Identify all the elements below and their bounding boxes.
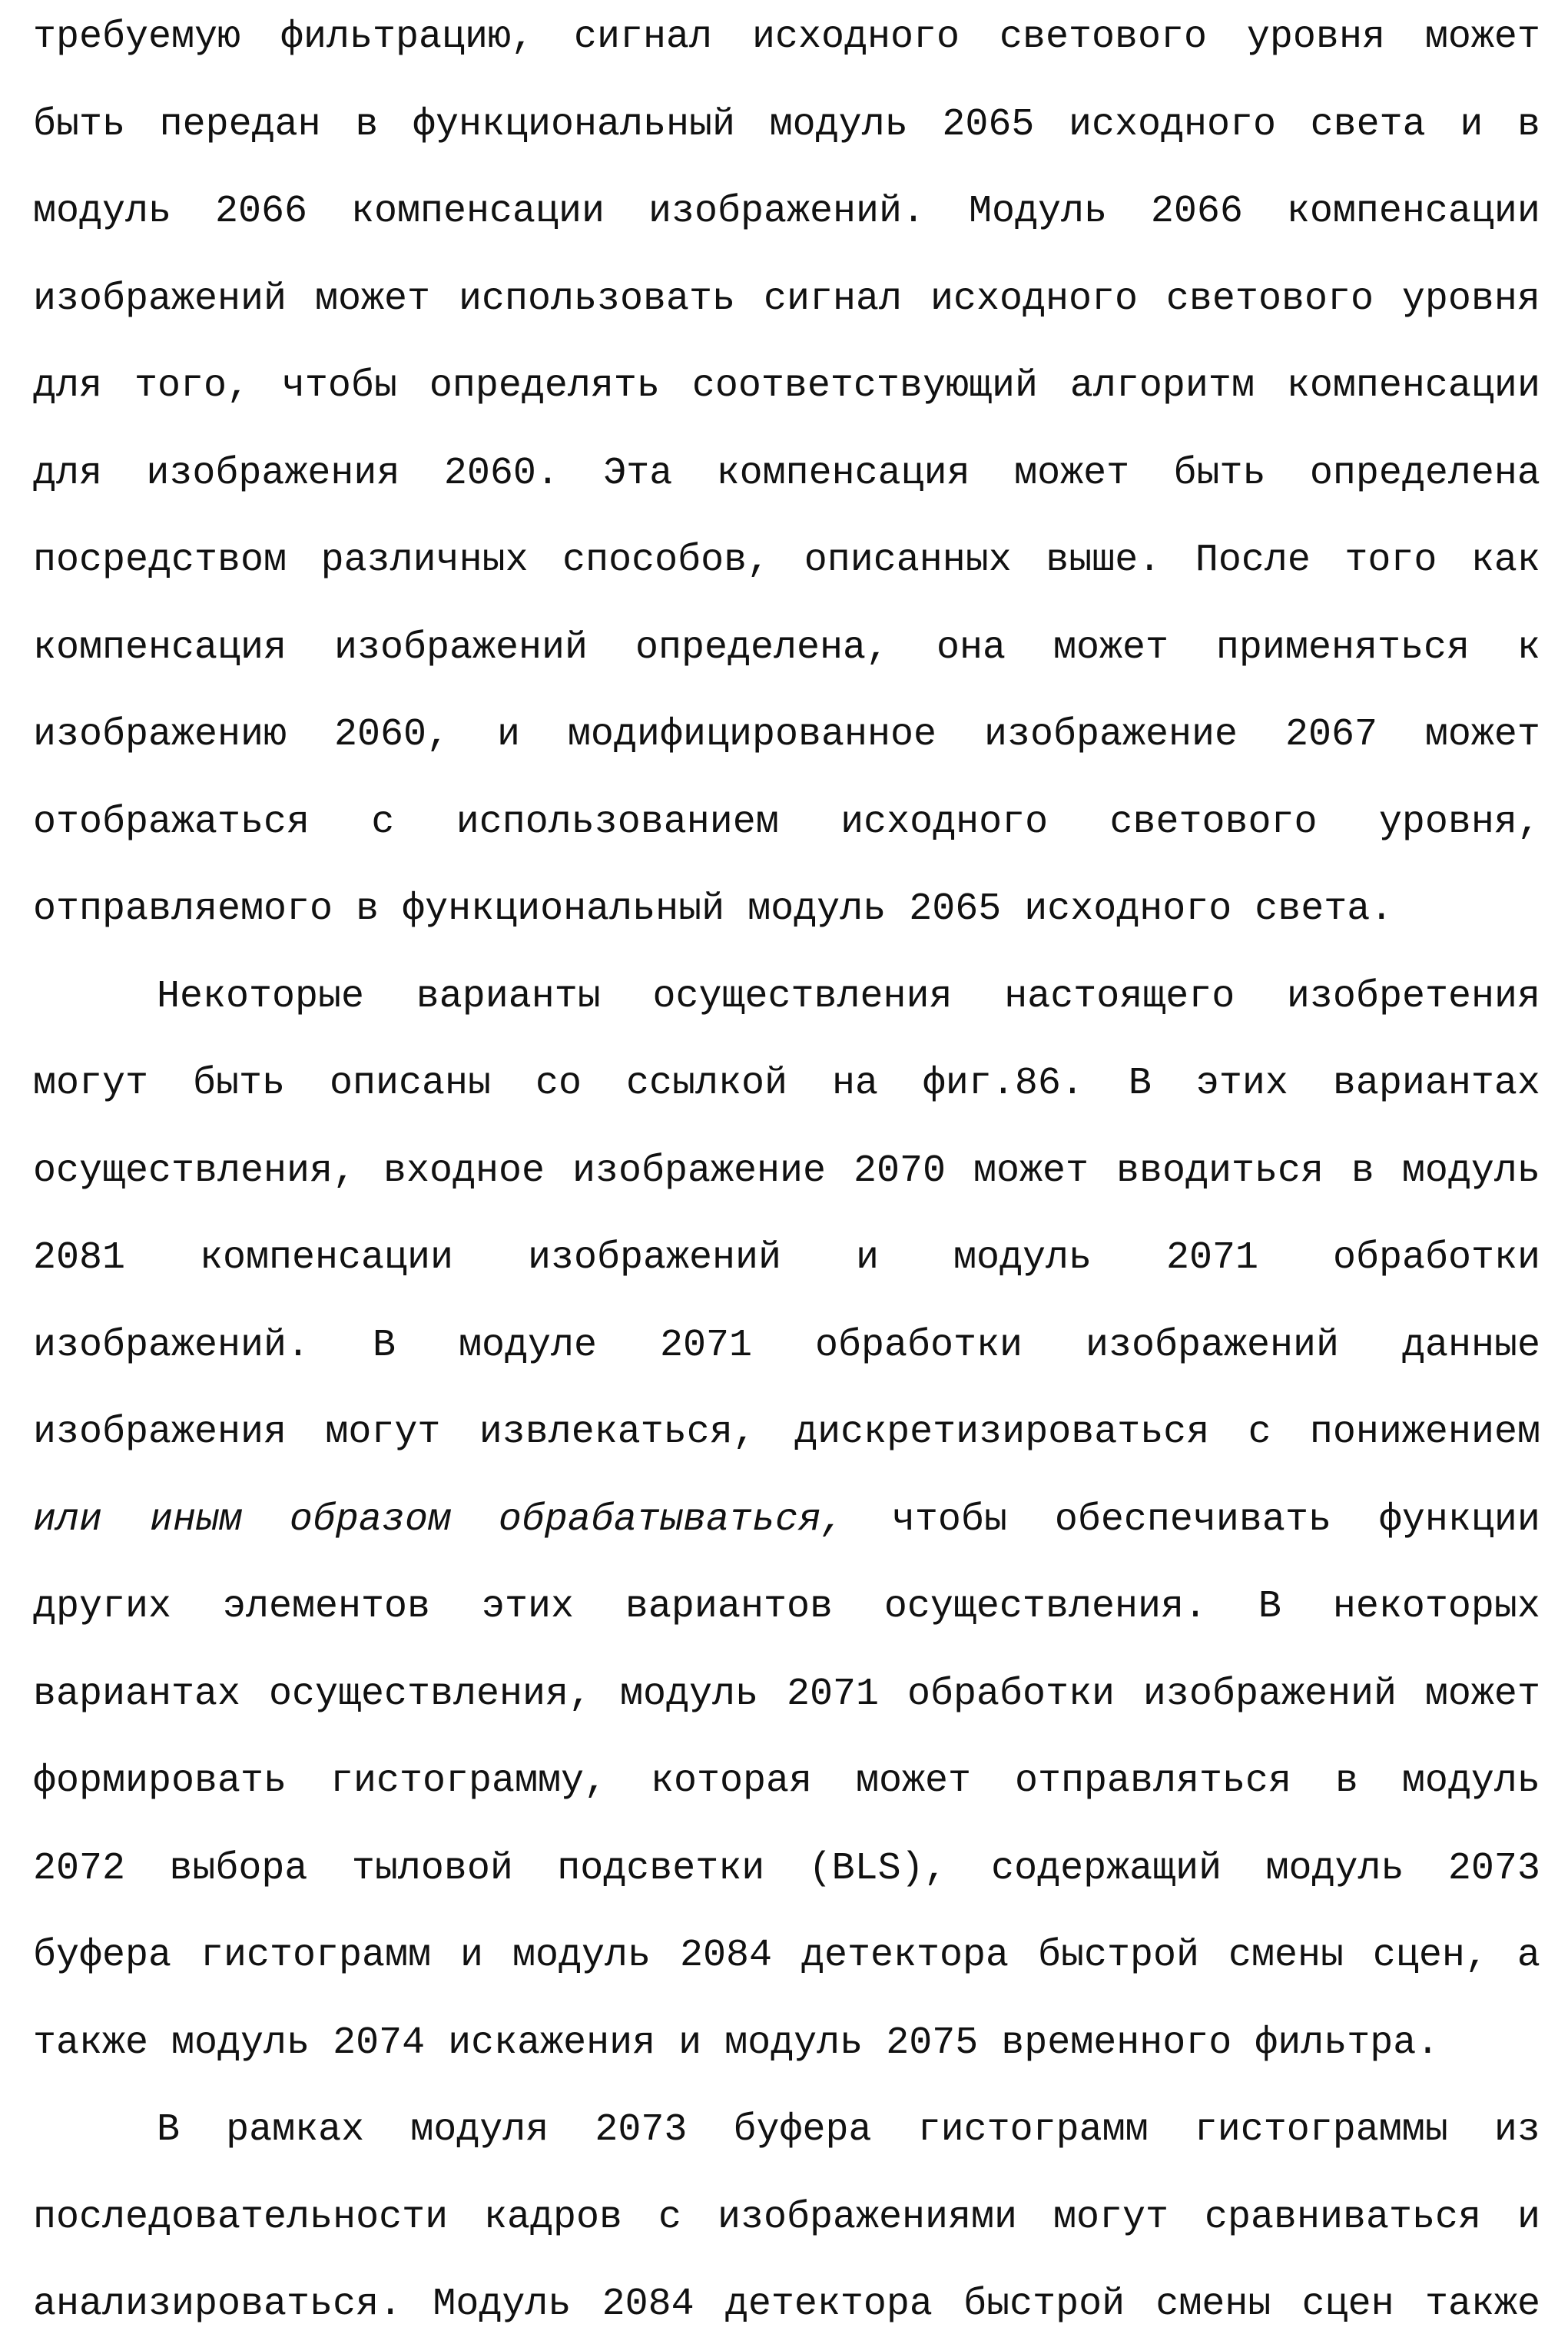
word: в: [355, 102, 379, 147]
word: дискретизироваться: [794, 1411, 1210, 1454]
word: она: [936, 625, 1006, 670]
word: гистограмм: [917, 2108, 1149, 2152]
word: как: [1470, 539, 1540, 582]
word: исходного: [930, 277, 1138, 321]
text-line: [33, 800, 1540, 846]
word: с: [371, 800, 395, 844]
word: смены: [1228, 1934, 1344, 1978]
word: 2073: [1447, 1846, 1540, 1891]
word: алгоритм: [1069, 364, 1255, 408]
word: исходного: [840, 800, 1049, 844]
word: могут: [33, 1062, 149, 1106]
text-line: [33, 277, 1540, 323]
word: 2066: [1150, 190, 1243, 234]
word: детектора: [724, 2283, 933, 2326]
word: требуемую: [33, 15, 241, 59]
word: может: [315, 277, 431, 321]
text-line: [33, 1149, 1540, 1195]
text-line: [33, 1235, 1540, 1281]
word: и: [460, 1934, 484, 1978]
word: исходного: [1024, 887, 1232, 931]
word: 2060,: [334, 713, 450, 757]
word: Модуль: [433, 2283, 572, 2326]
word: извлекаться,: [479, 1411, 756, 1454]
word: осуществления.: [883, 1585, 1207, 1629]
word: модуль: [769, 102, 908, 147]
word: 2060.: [443, 451, 559, 496]
word: чтобы: [891, 1497, 1007, 1542]
word: фильтрацию,: [280, 15, 535, 59]
word: (BLS),: [808, 1846, 947, 1891]
word: обработки: [814, 1323, 1023, 1368]
word: обработки: [907, 1672, 1115, 1716]
word: может: [855, 1759, 972, 1803]
word: уровня,: [1378, 800, 1540, 844]
word: тыловой: [351, 1846, 513, 1891]
word: осуществления,: [268, 1672, 592, 1716]
word: исходного: [751, 15, 960, 59]
word: выше.: [1046, 539, 1162, 582]
word: 2081: [33, 1236, 126, 1280]
word: настоящего: [1004, 974, 1235, 1019]
word: сигнал: [763, 277, 902, 321]
word: обеспечивать: [1054, 1497, 1331, 1542]
word: осуществления,: [33, 1149, 356, 1193]
word: смены: [1155, 2283, 1271, 2326]
word: этих: [1195, 1062, 1288, 1106]
word: этих: [481, 1585, 574, 1629]
word: модуль: [171, 2021, 310, 2065]
word: гистограмму,: [330, 1759, 608, 1803]
word: 2065: [942, 102, 1035, 147]
word: светового: [1109, 800, 1318, 844]
word: с: [1248, 1411, 1271, 1454]
word: исходного: [1068, 102, 1277, 147]
word: варианты: [416, 974, 601, 1019]
word: 2071: [786, 1672, 879, 1716]
word: модуля: [410, 2108, 549, 2152]
word: подсветки: [557, 1846, 765, 1891]
word: буфера: [733, 2108, 872, 2152]
word: со: [535, 1062, 582, 1106]
word: изображения: [146, 451, 400, 496]
word: модуль: [1401, 1149, 1540, 1193]
text-line: [33, 712, 1540, 758]
word: быть: [192, 1062, 286, 1106]
word: функциональный: [402, 887, 725, 931]
word: различных: [320, 539, 529, 582]
text-line: [33, 1584, 1540, 1630]
word: фильтра.: [1255, 2021, 1440, 2065]
word: отображаться: [33, 800, 310, 844]
word: В: [1258, 1585, 1281, 1629]
word: компенсации: [1286, 364, 1540, 408]
word: определена,: [635, 625, 890, 670]
word: 2074: [333, 2021, 426, 2065]
word: модуль: [1401, 1759, 1540, 1803]
word: входное: [383, 1149, 545, 1193]
word: в: [1351, 1149, 1374, 1193]
word: также: [1424, 2283, 1540, 2326]
word: света: [1310, 102, 1426, 147]
word: детектора: [801, 1934, 1009, 1978]
word: вариантов: [625, 1585, 833, 1629]
word: осуществления: [652, 974, 953, 1019]
word: модуль: [33, 190, 172, 234]
word: и: [496, 713, 520, 757]
word: или: [33, 1497, 103, 1542]
text-line: [33, 625, 1540, 671]
paragraph-first-line: [157, 2107, 1540, 2153]
word: понижением: [1309, 1411, 1540, 1454]
text-line: [33, 15, 1540, 61]
word: изображений.: [33, 1323, 310, 1368]
word: изображений: [528, 1236, 782, 1280]
word: функциональный: [412, 102, 736, 147]
word: быть: [33, 102, 126, 147]
word: описанных: [804, 539, 1012, 582]
text-line: [33, 538, 1540, 584]
word: быть: [1173, 451, 1266, 496]
word: В: [373, 1323, 396, 1368]
word: может: [1053, 625, 1169, 670]
word: посредством: [33, 539, 287, 582]
word: изображений: [33, 277, 287, 321]
word: рамках: [226, 2108, 365, 2152]
word: может: [1424, 15, 1540, 59]
word: изображений: [334, 625, 588, 670]
word: сравниваться: [1204, 2195, 1481, 2240]
word: компенсации: [350, 190, 605, 234]
word: вариантах: [1332, 1062, 1540, 1106]
word: 2075: [886, 2021, 979, 2065]
word: буфера: [33, 1934, 172, 1978]
word: Модуль: [968, 190, 1107, 234]
word: 2071: [659, 1323, 752, 1368]
word: сцен: [1301, 2283, 1394, 2326]
word: изображениями: [717, 2195, 1018, 2240]
word: использованием: [456, 800, 779, 844]
word: способов,: [562, 539, 771, 582]
word: содержащий: [991, 1846, 1222, 1891]
text-line: [33, 1759, 1540, 1805]
word: которая: [651, 1759, 813, 1803]
word: отправляемого: [33, 887, 333, 931]
word: 2065: [909, 887, 1002, 931]
word: элементов: [222, 1585, 431, 1629]
word: модуль: [1265, 1846, 1404, 1891]
word: гистограммы: [1194, 2108, 1448, 2152]
text-line: [33, 1410, 1540, 1456]
word: Некоторые: [157, 974, 365, 1019]
word: 2084: [679, 1934, 772, 1978]
word: соответствующий: [691, 364, 1038, 408]
word: быстрой: [1037, 1934, 1199, 1978]
word: 2070: [854, 1149, 946, 1193]
word: могут: [325, 1411, 441, 1454]
text-line: [33, 102, 1540, 148]
text-line: [33, 451, 1540, 497]
word: для: [33, 364, 103, 408]
word: кадров: [484, 2195, 623, 2240]
word: применяться: [1215, 625, 1470, 670]
word: модуль: [620, 1672, 759, 1716]
word: а: [1517, 1934, 1540, 1978]
word: модифицированное: [567, 713, 936, 757]
word: изображений: [1142, 1672, 1397, 1716]
word: В: [157, 2108, 181, 2152]
text-line: [33, 2282, 1540, 2328]
word: в: [1517, 102, 1540, 147]
word: 2073: [595, 2108, 688, 2152]
word: обработки: [1332, 1236, 1540, 1280]
word: в: [1334, 1759, 1358, 1803]
word: может: [1424, 713, 1540, 757]
word: модуль: [724, 2021, 864, 2065]
word: модуле: [458, 1323, 598, 1368]
word: 2067: [1285, 713, 1377, 757]
word: компенсации: [199, 1236, 454, 1280]
word: фиг.86.: [922, 1062, 1084, 1106]
word: в: [356, 887, 380, 931]
text-line: [33, 363, 1540, 409]
word: для: [33, 451, 103, 496]
text-line: [33, 887, 1540, 933]
word: вводиться: [1116, 1149, 1324, 1193]
word: на: [831, 1062, 878, 1106]
word: сигнал: [573, 15, 713, 59]
word: того,: [134, 364, 250, 408]
word: может: [973, 1149, 1089, 1193]
word: других: [33, 1585, 172, 1629]
text-line: [33, 1672, 1540, 1718]
word: 2071: [1165, 1236, 1258, 1280]
word: быстрой: [963, 2283, 1125, 2326]
word: После: [1195, 539, 1311, 582]
word: последовательности: [33, 2195, 449, 2240]
word: того: [1344, 539, 1437, 582]
word: обрабатываться,: [498, 1497, 844, 1542]
word: образом: [289, 1497, 451, 1542]
word: функции: [1378, 1497, 1540, 1542]
word: светового: [1165, 277, 1374, 321]
word: светового: [999, 15, 1207, 59]
word: временного: [1001, 2021, 1232, 2065]
word: чтобы: [281, 364, 397, 408]
word: изображение: [983, 713, 1238, 757]
word: изображений: [1085, 1323, 1340, 1368]
text-line: [33, 1846, 1540, 1892]
text-line: [33, 1061, 1540, 1107]
word: некоторых: [1332, 1585, 1540, 1629]
text-line: [33, 2021, 1540, 2067]
word: 2066: [214, 190, 307, 234]
word: формировать: [33, 1759, 287, 1803]
word: выбора: [169, 1846, 308, 1891]
word: 2084: [602, 2283, 694, 2326]
word: передан: [159, 102, 321, 147]
word: уровня: [1246, 15, 1385, 59]
word: и: [678, 2021, 702, 2065]
word: и: [1517, 2195, 1540, 2240]
text-line: [33, 189, 1540, 235]
word: может: [1014, 451, 1130, 496]
word: искажения: [448, 2021, 656, 2065]
word: Эта: [603, 451, 673, 496]
word: могут: [1053, 2195, 1169, 2240]
word: изображение: [572, 1149, 827, 1193]
paragraph-first-line: [157, 974, 1540, 1020]
word: В: [1128, 1062, 1152, 1106]
word: также: [33, 2021, 149, 2065]
word: ссылкой: [625, 1062, 787, 1106]
word: уровня: [1401, 277, 1540, 321]
word: компенсации: [1286, 190, 1540, 234]
word: анализироваться.: [33, 2283, 403, 2326]
text-line: [33, 1323, 1540, 1369]
word: изображения: [33, 1411, 287, 1454]
word: определять: [429, 364, 660, 408]
word: определена: [1309, 451, 1540, 496]
word: света.: [1255, 887, 1394, 931]
word: вариантах: [33, 1672, 241, 1716]
word: может: [1424, 1672, 1540, 1716]
word: изобретения: [1286, 974, 1540, 1019]
word: гистограмм: [200, 1934, 432, 1978]
word: модуль: [748, 887, 887, 931]
text-line: [33, 1933, 1540, 1979]
word: модуль: [512, 1934, 651, 1978]
word: компенсация: [33, 625, 287, 670]
word: модуль: [953, 1236, 1092, 1280]
text-line: [33, 2195, 1540, 2241]
word: и: [856, 1236, 880, 1280]
word: к: [1517, 625, 1540, 670]
word: сцен,: [1372, 1934, 1488, 1978]
word: 2072: [33, 1846, 126, 1891]
word: компенсация: [716, 451, 970, 496]
word: изображению: [33, 713, 287, 757]
word: использовать: [458, 277, 736, 321]
word: с: [658, 2195, 682, 2240]
word: данные: [1401, 1323, 1540, 1368]
word: описаны: [329, 1062, 492, 1106]
word: и: [1460, 102, 1483, 147]
word: изображений.: [648, 190, 925, 234]
word: отправляться: [1014, 1759, 1292, 1803]
text-line: [33, 1497, 1540, 1543]
word: иным: [149, 1497, 242, 1542]
word: из: [1493, 2108, 1540, 2152]
